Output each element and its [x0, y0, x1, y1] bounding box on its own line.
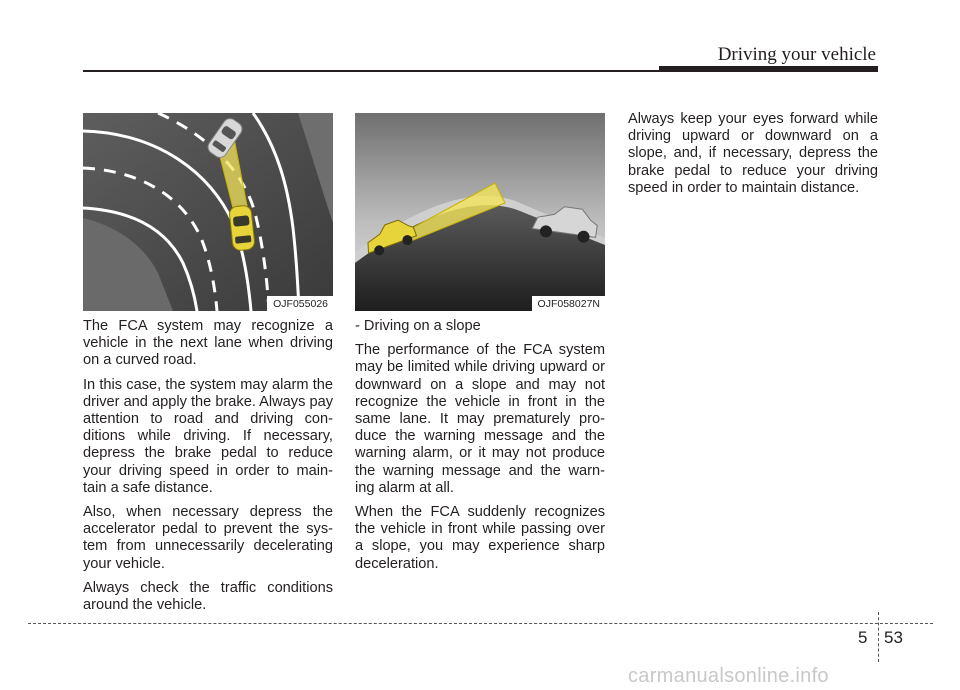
section-title: Driving your vehicle: [717, 44, 876, 65]
footer-divider: [878, 612, 879, 662]
watermark: carmanualsonline.info: [628, 665, 829, 687]
figure-slope: [355, 113, 605, 311]
slope-illustration: [355, 113, 605, 311]
column-2: [355, 318, 605, 580]
curved-road-illustration: [83, 113, 333, 311]
header-rule-thick: [659, 66, 878, 72]
figure-code: OJF055026: [267, 296, 333, 311]
paragraph: The FCA system may recognize a vehicle in the next lane when driving on a curved road.: [83, 318, 333, 369]
yellow-car-icon: [229, 205, 255, 251]
column-1: [83, 318, 333, 621]
paragraph: Always keep your eyes forward while driving upward or downward on a slope, and, if necessary, depress the brake pedal to reduce your driving speed in order to maintain distance.: [628, 111, 878, 196]
paragraph: In this case, the system may alarm the driver and apply the brake. Always pay attention to road and driving con-ditions while driving. If necessary, depress the brake pedal to reduce your driving speed in order to main-tain a safe distance.: [83, 376, 333, 496]
paragraph: Always check the traffic conditions around the vehicle.: [83, 579, 333, 614]
footer-rule: [28, 623, 933, 624]
figure-code: OJF058027N: [532, 296, 605, 311]
header-rule: [83, 70, 659, 72]
paragraph: The performance of the FCA system may be limited while driving upward or downward on a slope and may not recognize the vehicle in front in the same lane. It may prematurely pro-duce the warning message and the warning alarm, or it may not produce the warning message and the warn-ing alarm at all.: [355, 342, 605, 496]
paragraph: Also, when necessary depress the accelerator pedal to prevent the sys-tem from unnecessarily decelerating your vehicle.: [83, 504, 333, 572]
paragraph: When the FCA suddenly recognizes the vehicle in front while passing over a slope, you may experience sharp deceleration.: [355, 504, 605, 572]
column-3: [628, 111, 878, 204]
subheading: - Driving on a slope: [355, 318, 481, 334]
chapter-number: 5: [858, 628, 868, 647]
page-number: 53: [884, 628, 903, 647]
figure-curved-road: [83, 113, 333, 311]
